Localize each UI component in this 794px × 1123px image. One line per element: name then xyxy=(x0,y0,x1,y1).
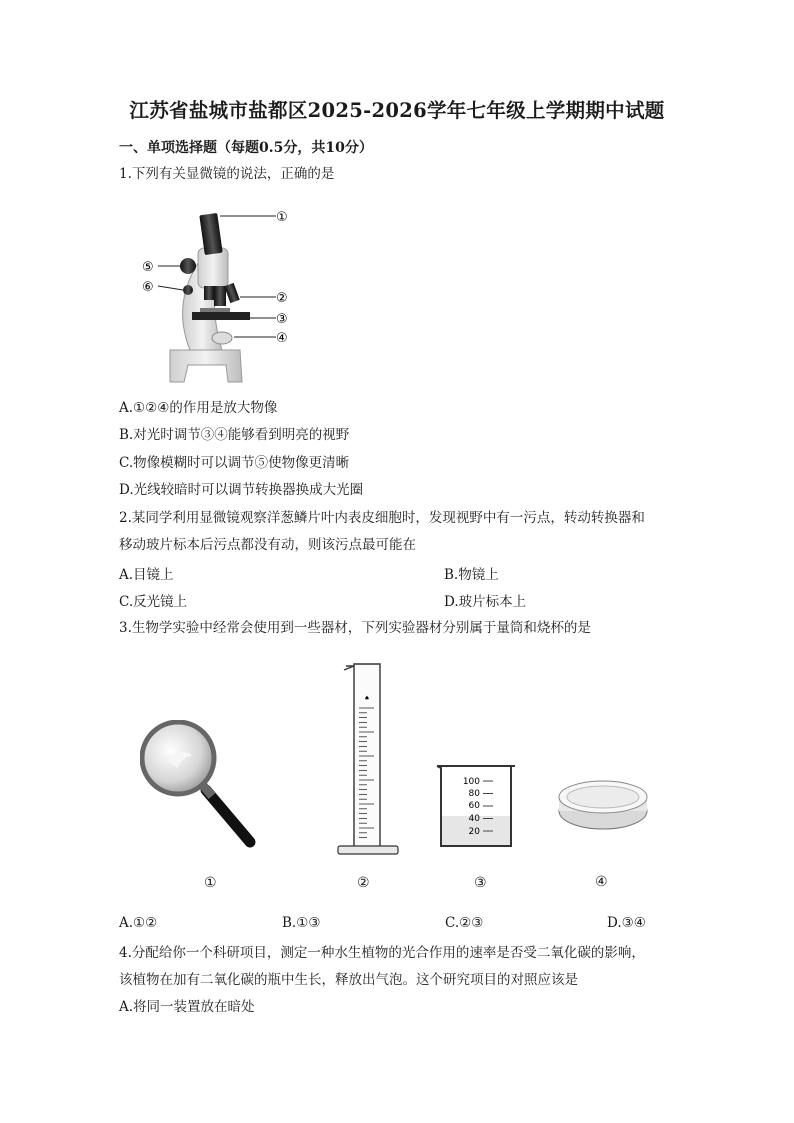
cylinder-logo-icon: ♠ xyxy=(364,695,370,702)
beaker-scale-20: 20 xyxy=(468,827,480,837)
beaker-scale-100: 100 xyxy=(462,777,480,787)
section-heading: 一、单项选择题（每题0.5分，共10分） xyxy=(119,140,373,156)
figure-label-1: ① xyxy=(204,875,217,891)
question-1-option-c[interactable]: C.物像模糊时可以调节⑤使物像更清晰 xyxy=(119,455,350,471)
question-3-option-d[interactable]: D.③④ xyxy=(607,915,646,931)
graduated-cylinder-figure xyxy=(332,660,404,860)
question-3-option-c[interactable]: C.②③ xyxy=(445,915,484,931)
magnifying-glass-figure xyxy=(140,720,260,850)
beaker-scale-60: 60 xyxy=(468,801,480,811)
microscope-label-4: ④ xyxy=(276,331,288,346)
microscope-label-2: ② xyxy=(276,291,288,306)
question-4-option-a[interactable]: A.将同一装置放在暗处 xyxy=(119,999,255,1015)
figure-label-3: ③ xyxy=(474,875,487,891)
microscope-label-1: ① xyxy=(276,210,288,225)
figure-label-2: ② xyxy=(357,875,370,891)
question-1-option-b[interactable]: B.对光时调节③④能够看到明亮的视野 xyxy=(119,427,350,443)
question-1-option-d[interactable]: D.光线较暗时可以调节转换器换成大光圈 xyxy=(119,482,364,498)
question-3-option-b[interactable]: B.①③ xyxy=(282,915,321,931)
question-2-option-d[interactable]: D.玻片标本上 xyxy=(444,594,527,610)
question-2-option-a[interactable]: A.目镜上 xyxy=(119,567,174,583)
microscope-figure xyxy=(130,200,310,390)
question-1-option-a[interactable]: A.①②④的作用是放大物像 xyxy=(119,400,278,416)
beaker-figure xyxy=(433,760,523,852)
petri-dish-figure xyxy=(555,775,651,835)
question-4-stem-line-2: 该植物在加有二氧化碳的瓶中生长，释放出气泡。这个研究项目的对照应该是 xyxy=(119,972,578,988)
question-1-stem: 1.下列有关显微镜的说法，正确的是 xyxy=(119,166,335,182)
microscope-label-6: ⑥ xyxy=(142,280,154,295)
question-2-stem-line-1: 2.某同学利用显微镜观察洋葱鳞片叶内表皮细胞时，发现视野中有一污点，转动转换器和 xyxy=(119,510,645,526)
question-2-stem-line-2: 移动玻片标本后污点都没有动，则该污点最可能在 xyxy=(119,537,416,553)
question-2-option-c[interactable]: C.反光镜上 xyxy=(119,594,188,610)
page-title: 江苏省盐城市盐都区2025-2026学年七年级上学期期中试题 xyxy=(129,99,665,122)
question-2-option-b[interactable]: B.物镜上 xyxy=(444,567,499,583)
question-3-stem: 3.生物学实验中经常会使用到一些器材，下列实验器材分别属于量筒和烧杯的是 xyxy=(119,620,591,636)
question-3-option-a[interactable]: A.①② xyxy=(119,915,158,931)
question-4-stem-line-1: 4.分配给你一个科研项目，测定一种水生植物的光合作用的速率是否受二氧化碳的影响， xyxy=(119,945,645,961)
figure-label-4: ④ xyxy=(595,874,608,890)
beaker-scale-80: 80 xyxy=(468,789,480,799)
microscope-label-5: ⑤ xyxy=(142,260,154,275)
microscope-label-3: ③ xyxy=(276,312,288,327)
beaker-scale-40: 40 xyxy=(468,814,480,824)
